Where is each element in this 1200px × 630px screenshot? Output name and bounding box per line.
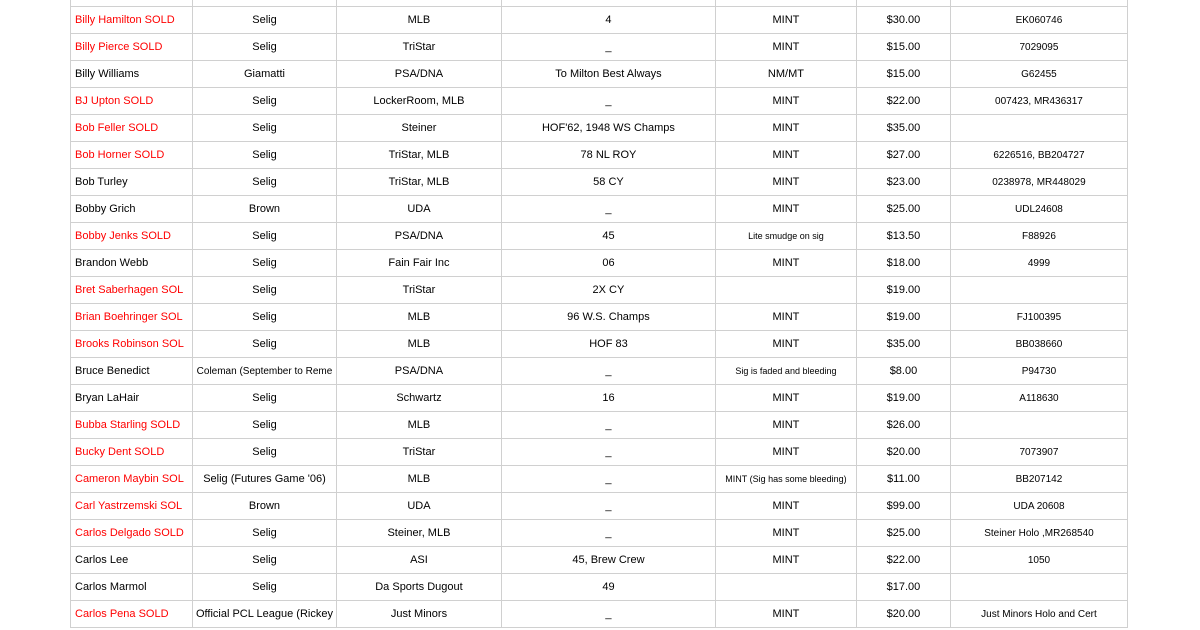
- table-row[interactable]: [71, 277, 1128, 304]
- cell-price[interactable]: $20.00: [856, 439, 950, 466]
- cell-condition[interactable]: MINT: [715, 250, 856, 277]
- cell-authenticated-by[interactable]: Selig: [193, 7, 337, 34]
- table-row[interactable]: [71, 169, 1128, 196]
- cell-player-name[interactable]: Bob Turley: [71, 169, 193, 196]
- cell-condition[interactable]: MINT: [715, 115, 856, 142]
- cell-condition[interactable]: MINT: [715, 304, 856, 331]
- cell-player-name[interactable]: Billy Williams: [71, 61, 193, 88]
- cell-cert-number[interactable]: UDA 20608: [950, 493, 1127, 520]
- cell-authenticated-by[interactable]: Selig: [193, 439, 337, 466]
- cell-authenticated-by[interactable]: Selig: [193, 142, 337, 169]
- cell-cert-number[interactable]: UDL24608: [950, 196, 1127, 223]
- cell-price[interactable]: $11.00: [856, 466, 950, 493]
- cell-cert-number[interactable]: F88926: [950, 223, 1127, 250]
- cell-player-name[interactable]: Bobby Grich: [71, 196, 193, 223]
- cell-condition[interactable]: MINT: [715, 88, 856, 115]
- cell-price[interactable]: $15.00: [856, 34, 950, 61]
- cell-price[interactable]: $25.00: [856, 196, 950, 223]
- cell-price[interactable]: $35.00: [856, 331, 950, 358]
- cell-price[interactable]: $23.00: [856, 169, 950, 196]
- cell-certifier[interactable]: LockerRoom, MLB: [336, 88, 501, 115]
- cell-condition[interactable]: [715, 277, 856, 304]
- cell-cert-number[interactable]: Steiner Holo ,MR268540: [950, 520, 1127, 547]
- cell-inscription[interactable]: _: [501, 601, 715, 628]
- cell-condition[interactable]: MINT: [715, 7, 856, 34]
- cell-inscription[interactable]: _: [501, 88, 715, 115]
- cell-authenticated-by[interactable]: Selig: [193, 304, 337, 331]
- cell-inscription[interactable]: 16: [501, 385, 715, 412]
- cell-player-name[interactable]: Bob Feller SOLD: [71, 115, 193, 142]
- table-row[interactable]: [71, 223, 1128, 250]
- cell-player-name[interactable]: Carlos Marmol: [71, 574, 193, 601]
- cell-authenticated-by[interactable]: Selig (Futures Game '06): [193, 466, 337, 493]
- cell-condition[interactable]: MINT: [715, 142, 856, 169]
- cell-cert-number[interactable]: BB038660: [950, 331, 1127, 358]
- table-body: [71, 0, 1128, 628]
- cell-condition[interactable]: MINT: [715, 520, 856, 547]
- cell-player-name[interactable]: Carlos Lee: [71, 547, 193, 574]
- cell-player-name[interactable]: Bubba Starling SOLD: [71, 412, 193, 439]
- cell-authenticated-by[interactable]: Coleman (September to Reme: [193, 358, 337, 385]
- cell-authenticated-by[interactable]: Selig: [193, 331, 337, 358]
- cell-player-name[interactable]: Cameron Maybin SOL: [71, 466, 193, 493]
- cell-inscription[interactable]: _: [501, 493, 715, 520]
- cell-certifier[interactable]: Da Sports Dugout: [336, 574, 501, 601]
- cell-inscription[interactable]: _: [501, 439, 715, 466]
- cell-certifier[interactable]: PSA/DNA: [336, 61, 501, 88]
- cell-inscription[interactable]: _: [501, 520, 715, 547]
- cell-inscription[interactable]: 96 W.S. Champs: [501, 304, 715, 331]
- cell-cert-number[interactable]: 6226516, BB204727: [950, 142, 1127, 169]
- cell-certifier[interactable]: UDA: [336, 196, 501, 223]
- table-row[interactable]: [71, 466, 1128, 493]
- cell-certifier[interactable]: Fain Fair Inc: [336, 250, 501, 277]
- cell-cert-number[interactable]: EK060746: [950, 7, 1127, 34]
- cell-certifier[interactable]: MLB: [336, 304, 501, 331]
- table-row[interactable]: [71, 547, 1128, 574]
- table-row[interactable]: [71, 574, 1128, 601]
- cell-player-name[interactable]: Billy Hamilton SOLD: [71, 7, 193, 34]
- cell-player-name[interactable]: Brian Boehringer SOL: [71, 304, 193, 331]
- cell-price[interactable]: $19.00: [856, 277, 950, 304]
- cell-certifier[interactable]: TriStar: [336, 277, 501, 304]
- cell-price[interactable]: $30.00: [856, 7, 950, 34]
- table-row[interactable]: [71, 115, 1128, 142]
- cell-condition[interactable]: MINT: [715, 547, 856, 574]
- cell-certifier[interactable]: Steiner: [336, 115, 501, 142]
- cell-player-name[interactable]: Bob Horner SOLD: [71, 142, 193, 169]
- cell-player-name[interactable]: BJ Upton SOLD: [71, 88, 193, 115]
- cell-cert-number[interactable]: 007423, MR436317: [950, 88, 1127, 115]
- table-row[interactable]: [71, 34, 1128, 61]
- cell-condition[interactable]: [715, 574, 856, 601]
- table-row[interactable]: [71, 520, 1128, 547]
- cell-price[interactable]: $99.00: [856, 493, 950, 520]
- cell-inscription[interactable]: _: [501, 196, 715, 223]
- cell-certifier[interactable]: PSA/DNA: [336, 223, 501, 250]
- cell-price[interactable]: $8.00: [856, 358, 950, 385]
- cell-player-name[interactable]: Bobby Jenks SOLD: [71, 223, 193, 250]
- table-row[interactable]: [71, 61, 1128, 88]
- cell-player-name[interactable]: Brooks Robinson SOL: [71, 331, 193, 358]
- cell-price[interactable]: $18.00: [856, 250, 950, 277]
- cell-inscription[interactable]: 45, Brew Crew: [501, 547, 715, 574]
- cell-inscription[interactable]: _: [501, 34, 715, 61]
- cell-certifier[interactable]: MLB: [336, 7, 501, 34]
- cell-price[interactable]: $25.00: [856, 520, 950, 547]
- cell-authenticated-by[interactable]: Selig: [193, 88, 337, 115]
- cell-condition[interactable]: MINT: [715, 196, 856, 223]
- cell-player-name[interactable]: Carlos Pena SOLD: [71, 601, 193, 628]
- cell-authenticated-by[interactable]: Official PCL League (Rickey: [193, 601, 337, 628]
- table-row[interactable]: [71, 250, 1128, 277]
- cell-certifier[interactable]: MLB: [336, 412, 501, 439]
- cell-condition[interactable]: MINT: [715, 34, 856, 61]
- cell-inscription[interactable]: 49: [501, 574, 715, 601]
- table-row[interactable]: [71, 7, 1128, 34]
- cell-certifier[interactable]: TriStar: [336, 34, 501, 61]
- cell-player-name[interactable]: Bryan LaHair: [71, 385, 193, 412]
- cell-authenticated-by[interactable]: Selig: [193, 412, 337, 439]
- cell-player-name[interactable]: Carl Yastrzemski SOL: [71, 493, 193, 520]
- cell-player-name[interactable]: Billy Pierce SOLD: [71, 34, 193, 61]
- cell-cert-number[interactable]: FJ100395: [950, 304, 1127, 331]
- table-row[interactable]: [71, 142, 1128, 169]
- cell-price[interactable]: $19.00: [856, 385, 950, 412]
- table-row[interactable]: [71, 304, 1128, 331]
- cell-cert-number[interactable]: 1050: [950, 547, 1127, 574]
- cell-cert-number[interactable]: BB207142: [950, 466, 1127, 493]
- cell-certifier[interactable]: PSA/DNA: [336, 358, 501, 385]
- cell-cert-number[interactable]: [950, 574, 1127, 601]
- cell-certifier[interactable]: Just Minors: [336, 601, 501, 628]
- cell-price[interactable]: $26.00: [856, 412, 950, 439]
- cell-inscription[interactable]: _: [501, 412, 715, 439]
- cell-certifier[interactable]: ASI: [336, 547, 501, 574]
- cell-certifier[interactable]: TriStar: [336, 439, 501, 466]
- cell-certifier[interactable]: MLB: [336, 466, 501, 493]
- cell-cert-number[interactable]: A118630: [950, 385, 1127, 412]
- cell-price[interactable]: $22.00: [856, 88, 950, 115]
- cell-certifier[interactable]: Schwartz: [336, 385, 501, 412]
- cell-price[interactable]: $13.50: [856, 223, 950, 250]
- cell-authenticated-by[interactable]: Selig: [193, 223, 337, 250]
- cell-condition[interactable]: MINT: [715, 493, 856, 520]
- cell-certifier[interactable]: UDA: [336, 493, 501, 520]
- cell-cert-number[interactable]: [950, 277, 1127, 304]
- cell-authenticated-by[interactable]: Selig: [193, 169, 337, 196]
- table-row[interactable]: [71, 385, 1128, 412]
- cell-condition[interactable]: MINT: [715, 385, 856, 412]
- cell-condition[interactable]: MINT: [715, 439, 856, 466]
- table-row[interactable]: [71, 439, 1128, 466]
- cell-inscription[interactable]: 78 NL ROY: [501, 142, 715, 169]
- cell-price[interactable]: $27.00: [856, 142, 950, 169]
- cell-condition[interactable]: Lite smudge on sig: [715, 223, 856, 250]
- cell-cert-number[interactable]: 7029095: [950, 34, 1127, 61]
- cell-inscription[interactable]: 45: [501, 223, 715, 250]
- cell-certifier[interactable]: MLB: [336, 331, 501, 358]
- cell-authenticated-by[interactable]: Selig: [193, 250, 337, 277]
- table-row[interactable]: [71, 412, 1128, 439]
- cell-inscription[interactable]: _: [501, 466, 715, 493]
- table-row[interactable]: [71, 601, 1128, 628]
- cell-authenticated-by[interactable]: Selig: [193, 547, 337, 574]
- cell-player-name[interactable]: Brandon Webb: [71, 250, 193, 277]
- cell-inscription[interactable]: _: [501, 358, 715, 385]
- cell-cert-number[interactable]: P94730: [950, 358, 1127, 385]
- cell-condition[interactable]: MINT (Sig has some bleeding): [715, 466, 856, 493]
- cell-authenticated-by[interactable]: Selig: [193, 34, 337, 61]
- cell-authenticated-by[interactable]: Selig: [193, 574, 337, 601]
- cell-certifier[interactable]: Steiner, MLB: [336, 520, 501, 547]
- cell-price[interactable]: $19.00: [856, 304, 950, 331]
- cell-cert-number[interactable]: 0238978, MR448029: [950, 169, 1127, 196]
- cell-condition[interactable]: MINT: [715, 412, 856, 439]
- cell-price[interactable]: $15.00: [856, 61, 950, 88]
- cell-authenticated-by[interactable]: Brown: [193, 196, 337, 223]
- cell-condition[interactable]: Sig is faded and bleeding: [715, 358, 856, 385]
- cell-player-name[interactable]: Bret Saberhagen SOL: [71, 277, 193, 304]
- cell-cert-number[interactable]: [950, 115, 1127, 142]
- cell-authenticated-by[interactable]: Selig: [193, 520, 337, 547]
- cell-price[interactable]: $17.00: [856, 574, 950, 601]
- cell-inscription[interactable]: HOF'62, 1948 WS Champs: [501, 115, 715, 142]
- cell-inscription[interactable]: 4: [501, 7, 715, 34]
- cell-cert-number[interactable]: [950, 412, 1127, 439]
- cell-certifier[interactable]: TriStar, MLB: [336, 142, 501, 169]
- table-row[interactable]: [71, 358, 1128, 385]
- cell-inscription[interactable]: 06: [501, 250, 715, 277]
- table-row[interactable]: [71, 88, 1128, 115]
- cell-price[interactable]: $22.00: [856, 547, 950, 574]
- cell-player-name[interactable]: Carlos Delgado SOLD: [71, 520, 193, 547]
- cell-price[interactable]: $35.00: [856, 115, 950, 142]
- cell-cert-number[interactable]: G62455: [950, 61, 1127, 88]
- cell-player-name[interactable]: Bucky Dent SOLD: [71, 439, 193, 466]
- cell-inscription[interactable]: To Milton Best Always: [501, 61, 715, 88]
- table-row[interactable]: [71, 331, 1128, 358]
- cell-authenticated-by[interactable]: Brown: [193, 493, 337, 520]
- cell-player-name[interactable]: Bruce Benedict: [71, 358, 193, 385]
- cell-cert-number[interactable]: 7073907: [950, 439, 1127, 466]
- cell-condition[interactable]: NM/MT: [715, 61, 856, 88]
- cell-authenticated-by[interactable]: Giamatti: [193, 61, 337, 88]
- cell-price[interactable]: $20.00: [856, 601, 950, 628]
- cell-inscription[interactable]: 58 CY: [501, 169, 715, 196]
- table-row[interactable]: [71, 196, 1128, 223]
- cell-authenticated-by[interactable]: Selig: [193, 277, 337, 304]
- cell-condition[interactable]: MINT: [715, 169, 856, 196]
- cell-inscription[interactable]: HOF 83: [501, 331, 715, 358]
- cell-condition[interactable]: MINT: [715, 601, 856, 628]
- cell-authenticated-by[interactable]: Selig: [193, 385, 337, 412]
- cell-authenticated-by[interactable]: Selig: [193, 115, 337, 142]
- autograph-inventory-table: [70, 0, 1128, 628]
- table-row[interactable]: [71, 493, 1128, 520]
- cell-certifier[interactable]: TriStar, MLB: [336, 169, 501, 196]
- cell-condition[interactable]: MINT: [715, 331, 856, 358]
- cell-inscription[interactable]: 2X CY: [501, 277, 715, 304]
- cell-cert-number[interactable]: Just Minors Holo and Cert: [950, 601, 1127, 628]
- cell-cert-number[interactable]: 4999: [950, 250, 1127, 277]
